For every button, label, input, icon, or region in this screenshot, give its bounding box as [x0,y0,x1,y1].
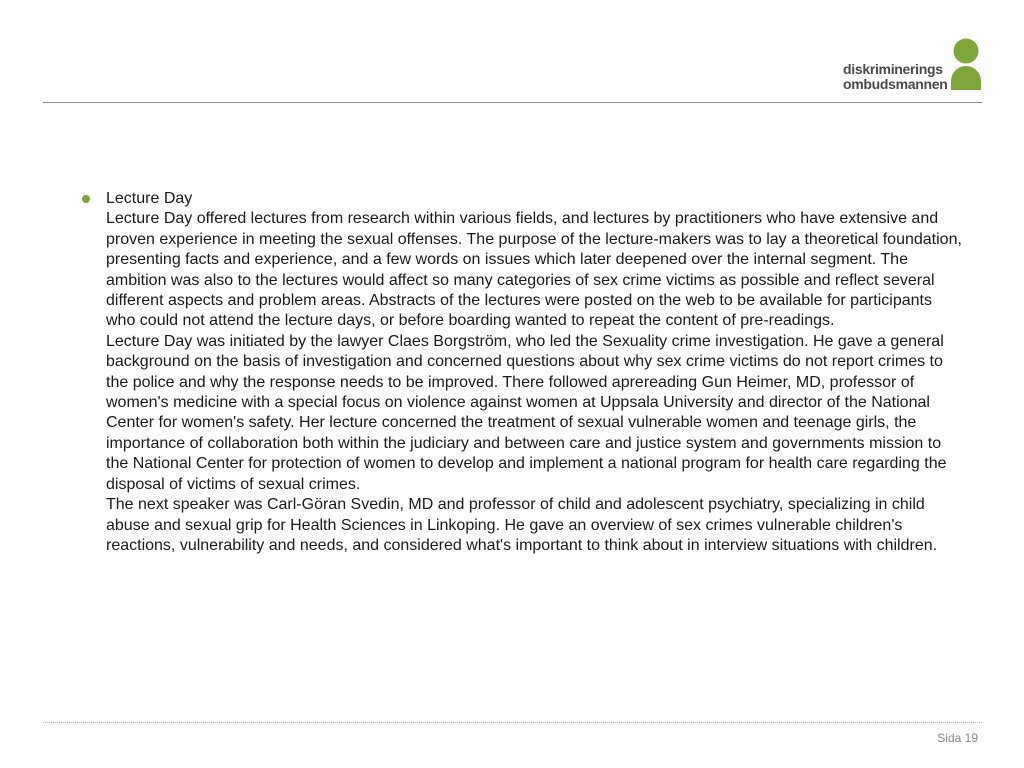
bullet-item [82,189,962,556]
bullet-dot-icon [82,195,90,203]
paragraph-2: Lecture Day was initiated by the lawyer Claes Borgström, who led the Sexuality crime investigation. He gave a general background on the basis of investigation and concerned questions about why sex crime victims do not report crimes to the police and why the response needs to be improved. There followed aprereading Gun Heimer, MD, professor of women's medicine with a special focus on violence against women at Uppsala University and director of the National Center for women's safety. Her lecture concerned the treatment of sexual vulnerable women and teenage girls, the importance of collaboration both within the judiciary and between care and justice system and governments mission to the National Center for protection of women to develop and implement a national program for health care regarding the disposal of victims of sexual crimes. [106,332,947,493]
bullet-text [106,189,962,556]
person-logo-icon [950,38,982,90]
logo-body-shape [951,66,981,90]
slide-content [82,189,962,556]
logo-line-2: ombudsmannen [843,76,948,92]
paragraph-3: The next speaker was Carl-Göran Svedin, MD and professor of child and adolescent psychiatry, specializing in child abuse and sexual grip for Health Sciences in Linkoping. He gave an overview of sex crimes vulnerable children's reactions, vulnerability and needs, and considered what's important to think about in interview situations with children. [106,496,938,554]
logo-line-1: diskriminerings [843,61,943,77]
page-number: Sida 19 [937,731,978,745]
paragraph-1: Lecture Day offered lectures from research within various fields, and lectures by practitioners who have extensive and proven experience in meeting the sexual offenses. The purpose of the lecture-makers was to lay a theoretical foundation, presenting facts and experience, and a few words on issues which later deepened over the internal segment. The ambition was also to the lectures would affect so many categories of sex crime victims as possible and reflect several different aspects and problem areas. Abstracts of the lectures were posted on the web to be available for participants who could not attend the lecture days, or before boarding wanted to repeat the content of pre-readings. [106,210,962,330]
organization-logo-text [843,62,953,92]
bullet-title: Lecture Day [106,190,193,207]
header-divider [43,102,982,103]
logo-head-shape [954,39,979,64]
footer-divider [43,722,982,723]
